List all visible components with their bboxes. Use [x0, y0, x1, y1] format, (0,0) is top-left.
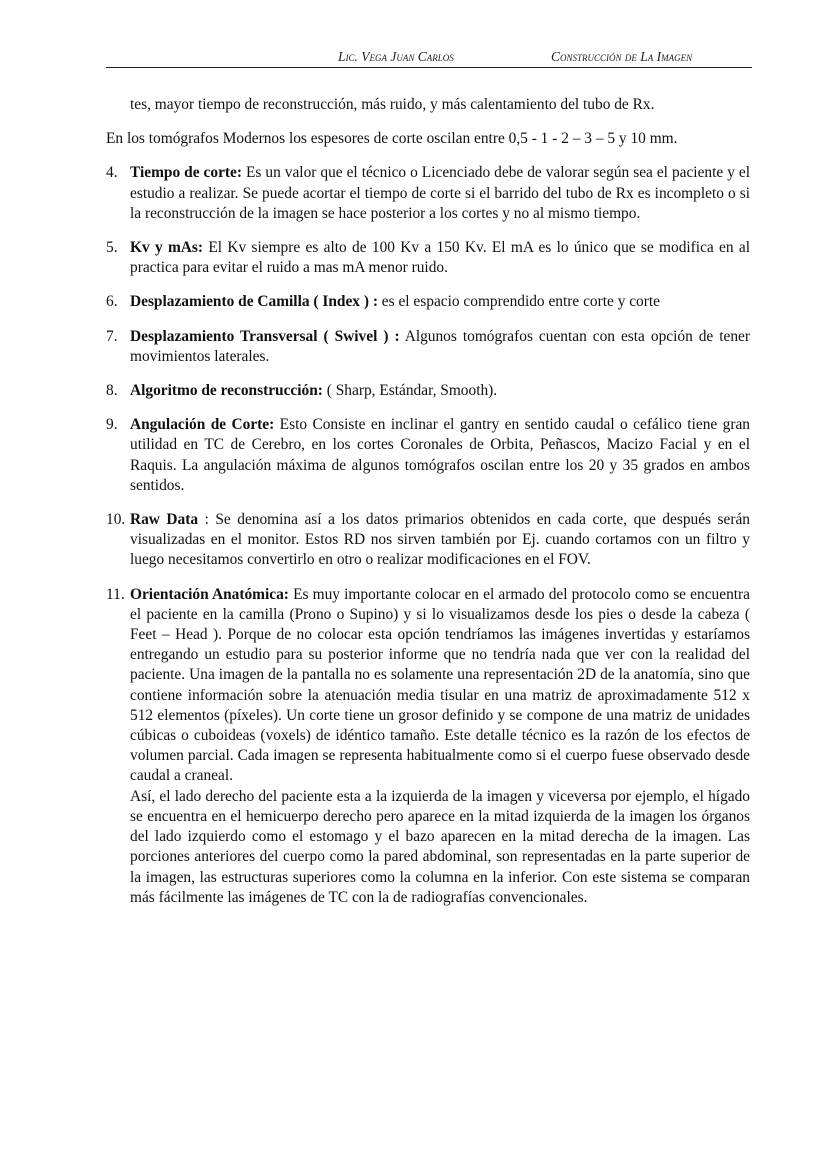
header-title: Construcción de La Imagen — [551, 49, 693, 64]
list-item — [106, 585, 750, 908]
item-number: 5. — [106, 239, 118, 257]
item-number: 10. — [106, 511, 126, 529]
list-item — [106, 415, 750, 496]
list-item — [106, 327, 750, 367]
page-content — [106, 95, 750, 922]
list-item — [106, 238, 750, 278]
list-item — [106, 510, 750, 571]
item-term: Orientación Anatómica: — [130, 585, 289, 603]
item-text: Algunos tomógrafos cuentan con esta opción de tener movimientos laterales. — [130, 327, 751, 365]
list-item — [106, 292, 750, 312]
item-text: : Se denomina así a los datos primarios obtenidos en cada corte, que después serán visualizadas en el monitor. Estos RD nos sirven también por Ej. cuando cortamos con un filtro y luego necesitamos convertirlo en otro o realizar modificaciones en el FOV. — [130, 511, 751, 569]
item-term: Algoritmo de reconstrucción: — [130, 382, 323, 400]
running-header — [106, 47, 752, 68]
list-item — [106, 381, 750, 401]
item-text: Es muy importante colocar en el armado del protocolo como se encuentra el paciente en la camilla (Prono o Supino) y si lo visualizamos desde los pies o desde la cabeza ( Feet – Head ). Porque de no colocar esta opción tendríamos las imágenes invertidas y estaríamos entregando un estudio para su posterior informe que no tendría nada que ver con la realidad del paciente. Una imagen de la pantalla no es solamente una representación 2D de la anatomía, sino que contiene información sobre la atenuación media tisular en una matriz de aproximadamente 512 x 512 elementos (píxeles). Un corte tiene un grosor definido y se compone de una matriz de unidades cúbicas o cuboideas (voxels) de idéntico tamaño. Este detalle técnico es la razón de los efectos de volumen parcial. Cada imagen se representa habitualmente como si el cuerpo fuese observado desde caudal a craneal. — [130, 585, 750, 785]
item-number: 6. — [106, 293, 118, 311]
item-number: 11. — [106, 585, 125, 603]
list-item — [106, 163, 750, 224]
intro-paragraph: En los tomógrafos Modernos los espesores de corte oscilan entre 0,5 - 1 - 2 – 3 – 5 y 10 mm. — [106, 130, 678, 148]
item-text-continued: Así, el lado derecho del paciente esta a la izquierda de la imagen y viceversa por ejemplo, el hígado se encuentra en el hemicuerpo derecho pero aparece en la mitad izquierda de la imagen los órganos del lado izquierdo como el estomago y el bazo aparecen en la mitad derecha de la imagen. Las porciones anteriores del cuerpo como la pared abdominal, son representadas en la parte superior de la imagen, las estructuras superiores como la columna en la inferior. Con este sistema se comparan más fácilmente las imágenes de TC con la de radiografías convencionales. — [130, 787, 750, 906]
item-number: 4. — [106, 164, 118, 182]
item-term: Raw Data — [130, 511, 199, 529]
item-term: Kv y mAs: — [130, 239, 204, 257]
item-number: 7. — [106, 327, 118, 345]
item-text: es el espacio comprendido entre corte y corte — [377, 293, 660, 311]
item-text: El Kv siempre es alto de 100 Kv a 150 Kv. El mA es lo único que se modifica en al practica para evitar el ruido a mas mA menor ruido. — [130, 239, 750, 277]
continuation-paragraph: tes, mayor tiempo de reconstrucción, más ruido, y más calentamiento del tubo de Rx. — [130, 96, 655, 113]
item-number: 9. — [106, 416, 118, 434]
item-term: Desplazamiento Transversal ( Swivel ) : — [130, 327, 400, 345]
item-text: Esto Consiste en inclinar el gantry en sentido caudal o cefálico tiene gran utilidad en TC de Cerebro, en los cortes Coronales de Orbita, Peñascos, Macizo Facial y en el Raquis. La angulación máxima de algunos tomógrafos oscilan entre los 20 y 35 grados en ambos sentidos. — [130, 416, 750, 494]
item-term: Tiempo de corte: — [130, 164, 242, 182]
item-text: ( Sharp, Estándar, Smooth). — [322, 382, 498, 400]
header-author: Lic. Vega Juan Carlos — [338, 49, 454, 64]
item-term: Angulación de Corte: — [130, 416, 275, 434]
item-text: Es un valor que el técnico o Licenciado debe de valorar según sea el paciente y el estudio a realizar. Se puede acortar el tiempo de corte si el barrido del tubo de Rx es incompleto o si la reconstrucción de la imagen se hace posterior a los cortes y no al mismo tiempo. — [130, 164, 751, 222]
item-number: 8. — [106, 382, 118, 400]
item-term: Desplazamiento de Camilla ( Index ) : — [130, 293, 378, 311]
